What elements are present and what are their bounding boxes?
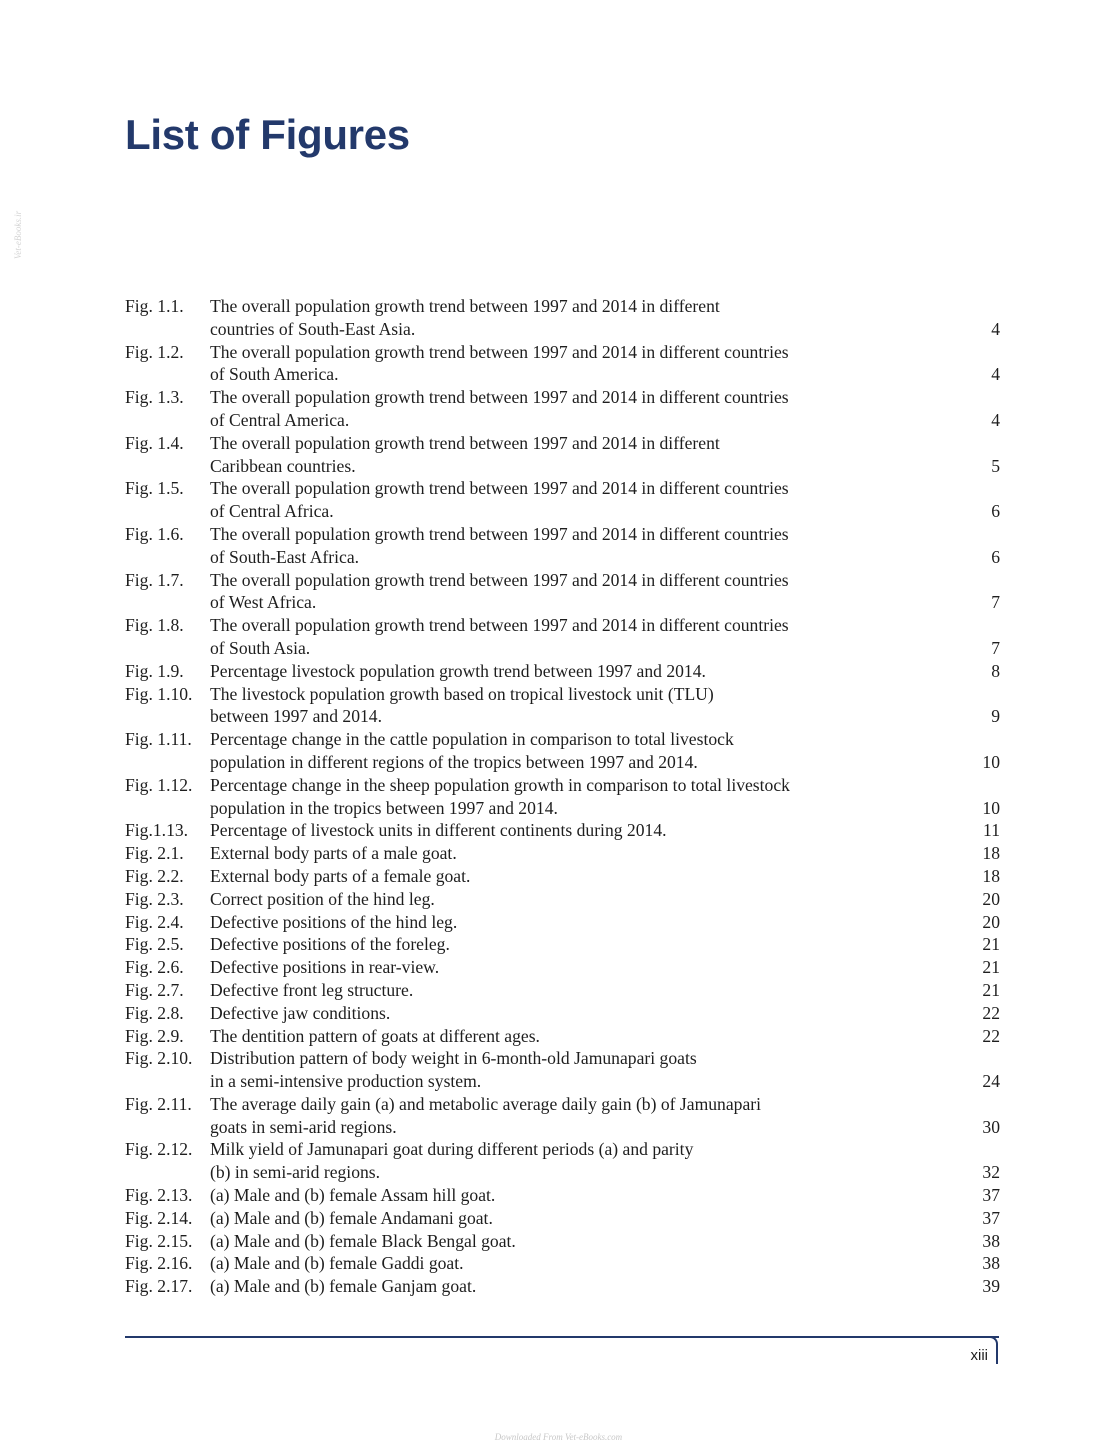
- figure-caption-line: of West Africa.: [210, 592, 317, 613]
- figure-caption-line: of South America.: [210, 364, 339, 385]
- figure-number: Fig. 1.2.: [125, 341, 184, 362]
- figure-caption-line: The overall population growth trend between 1997 and 2014 in different countries: [210, 523, 789, 544]
- figure-entry: [125, 842, 1000, 865]
- figure-caption-line: Correct position of the hind leg.: [210, 888, 435, 909]
- figure-caption-line: Defective front leg structure.: [210, 979, 414, 1000]
- figure-caption-line: The overall population growth trend between 1997 and 2014 in different countries: [210, 569, 789, 590]
- figure-caption: [210, 888, 900, 911]
- figure-page-number: 37: [982, 1207, 1000, 1228]
- figure-caption-line: of Central Africa.: [210, 501, 334, 522]
- figure-caption-line: Distribution pattern of body weight in 6-month-old Jamunapari goats: [210, 1048, 697, 1069]
- figure-caption-line: The overall population growth trend between 1997 and 2014 in different: [210, 432, 720, 453]
- figure-caption-line: (a) Male and (b) female Assam hill goat.: [210, 1185, 496, 1206]
- figure-number: Fig. 2.7.: [125, 979, 184, 1000]
- figure-caption-line: (a) Male and (b) female Black Bengal goat.: [210, 1230, 516, 1251]
- figure-caption: [210, 1275, 900, 1298]
- figure-caption-line: The livestock population growth based on tropical livestock unit (TLU): [210, 683, 714, 704]
- figure-caption-line: The dentition pattern of goats at different ages.: [210, 1025, 540, 1046]
- figure-caption: [210, 911, 900, 934]
- figure-number: Fig. 2.5.: [125, 934, 184, 955]
- figure-number: Fig. 2.11.: [125, 1093, 192, 1114]
- figure-entry: [125, 1207, 1000, 1230]
- figure-page-number: 6: [991, 501, 1000, 522]
- figure-caption: [210, 1047, 900, 1093]
- figure-caption: [210, 1230, 900, 1253]
- figure-caption-line: population in different regions of the tropics between 1997 and 2014.: [210, 751, 698, 772]
- figure-caption: [210, 432, 900, 478]
- figure-entry: [125, 477, 1000, 523]
- figure-page-number: 30: [982, 1116, 1000, 1137]
- figure-page-number: 21: [982, 979, 1000, 1000]
- figure-caption-line: Milk yield of Jamunapari goat during different periods (a) and parity: [210, 1139, 694, 1160]
- figure-caption-line: Percentage of livestock units in different continents during 2014.: [210, 820, 667, 841]
- figure-entry: [125, 569, 1000, 615]
- figure-entry: [125, 614, 1000, 660]
- figure-caption-line: Defective positions of the hind leg.: [210, 911, 458, 932]
- figure-caption-line: Defective positions in rear-view.: [210, 957, 440, 978]
- figure-caption: [210, 956, 900, 979]
- figure-number: Fig. 1.6.: [125, 523, 184, 544]
- figure-caption-line: of South-East Africa.: [210, 546, 360, 567]
- figure-number: Fig. 2.15.: [125, 1230, 193, 1251]
- figure-caption: [210, 523, 900, 569]
- figure-caption-line: Caribbean countries.: [210, 455, 356, 476]
- page-number: xiii: [970, 1347, 988, 1364]
- figure-caption-line: Percentage change in the sheep population growth in comparison to total livestock: [210, 774, 790, 795]
- figure-page-number: 20: [982, 888, 1000, 909]
- figure-page-number: 22: [982, 1025, 1000, 1046]
- figure-caption: [210, 1184, 900, 1207]
- figure-page-number: 39: [982, 1276, 1000, 1297]
- figure-number: Fig. 1.10.: [125, 683, 193, 704]
- figure-caption-line: The overall population growth trend between 1997 and 2014 in different countries: [210, 615, 789, 636]
- figure-number: Fig. 2.13.: [125, 1185, 193, 1206]
- figure-page-number: 20: [982, 911, 1000, 932]
- figure-entry: [125, 386, 1000, 432]
- figure-page-number: 11: [983, 820, 1000, 841]
- figure-entry: [125, 888, 1000, 911]
- figure-caption-line: External body parts of a female goat.: [210, 865, 471, 886]
- figure-page-number: 8: [991, 660, 1000, 681]
- figure-caption-line: Percentage livestock population growth trend between 1997 and 2014.: [210, 660, 706, 681]
- figure-caption-line: Defective jaw conditions.: [210, 1002, 391, 1023]
- figure-page-number: 37: [982, 1185, 1000, 1206]
- bottom-watermark: Downloaded From Vet-eBooks.com: [494, 1432, 623, 1442]
- figure-caption: [210, 865, 900, 888]
- figure-page-number: 4: [991, 409, 1000, 430]
- figure-page-number: 18: [982, 843, 1000, 864]
- figure-number: Fig. 2.8.: [125, 1002, 184, 1023]
- figure-caption: [210, 614, 900, 660]
- figure-number: Fig. 2.12.: [125, 1139, 193, 1160]
- figure-page-number: 9: [991, 706, 1000, 727]
- figure-caption: [210, 569, 900, 615]
- figure-number: Fig. 2.1.: [125, 843, 184, 864]
- figure-caption: [210, 1138, 900, 1184]
- figure-caption: [210, 1093, 900, 1139]
- figure-caption-line: The overall population growth trend between 1997 and 2014 in different countries: [210, 478, 789, 499]
- figure-caption: [210, 477, 900, 523]
- figure-caption: [210, 842, 900, 865]
- figure-caption-line: countries of South-East Asia.: [210, 318, 416, 339]
- figure-caption-line: Defective positions of the foreleg.: [210, 934, 450, 955]
- figure-number: Fig. 1.7.: [125, 569, 184, 590]
- footer-rule: [125, 1336, 999, 1338]
- figure-caption: [210, 819, 900, 842]
- figure-entry: [125, 933, 1000, 956]
- figure-entry: [125, 683, 1000, 729]
- figure-caption: [210, 774, 900, 820]
- figure-number: Fig. 2.17.: [125, 1276, 193, 1297]
- figure-entry: [125, 1093, 1000, 1139]
- figure-number: Fig. 1.5.: [125, 478, 184, 499]
- figure-entry: [125, 979, 1000, 1002]
- figure-caption-line: between 1997 and 2014.: [210, 706, 382, 727]
- figure-page-number: 32: [982, 1162, 1000, 1183]
- figure-caption-line: (a) Male and (b) female Ganjam goat.: [210, 1276, 477, 1297]
- figure-number: Fig. 1.9.: [125, 660, 184, 681]
- figure-caption: [210, 1002, 900, 1025]
- figure-list: [125, 295, 1000, 1298]
- figure-page-number: 10: [982, 751, 1000, 772]
- figure-number: Fig. 1.1.: [125, 296, 184, 316]
- figure-number: Fig. 2.3.: [125, 888, 184, 909]
- figure-caption-line: The average daily gain (a) and metabolic average daily gain (b) of Jamunapari: [210, 1093, 762, 1114]
- figure-number: Fig. 2.16.: [125, 1253, 193, 1274]
- figure-caption-line: The overall population growth trend between 1997 and 2014 in different countries: [210, 341, 789, 362]
- figure-caption: [210, 1025, 900, 1048]
- figure-page-number: 38: [982, 1253, 1000, 1274]
- side-watermark: Vet-eBooks.ir: [13, 210, 24, 260]
- figure-number: Fig. 2.10.: [125, 1048, 193, 1069]
- figure-caption-line: of South Asia.: [210, 637, 311, 658]
- figure-number: Fig. 2.6.: [125, 957, 184, 978]
- figure-caption-line: of Central America.: [210, 409, 350, 430]
- page-title: List of Figures: [125, 111, 410, 158]
- figure-entry: [125, 956, 1000, 979]
- figure-caption-line: population in the tropics between 1997 and 2014.: [210, 797, 558, 818]
- figure-caption: [210, 341, 900, 387]
- figure-number: Fig.1.13.: [125, 820, 189, 841]
- figure-entry: [125, 523, 1000, 569]
- figure-caption-line: goats in semi-arid regions.: [210, 1116, 397, 1137]
- figure-entry: [125, 432, 1000, 478]
- figure-page-number: 7: [991, 637, 1000, 658]
- figure-page-number: 4: [991, 318, 1000, 339]
- figure-number: Fig. 1.11.: [125, 729, 192, 750]
- figure-entry: [125, 1047, 1000, 1093]
- figure-entry: [125, 911, 1000, 934]
- figure-number: Fig. 2.2.: [125, 865, 184, 886]
- figure-caption-line: Percentage change in the cattle population in comparison to total livestock: [210, 729, 734, 750]
- figure-page-number: 5: [991, 455, 1000, 476]
- figure-page-number: 21: [982, 957, 1000, 978]
- figure-entry: [125, 774, 1000, 820]
- figure-entry: [125, 1252, 1000, 1275]
- figure-caption-line: The overall population growth trend between 1997 and 2014 in different: [210, 296, 720, 316]
- figure-page-number: 22: [982, 1002, 1000, 1023]
- figure-caption: [210, 683, 900, 729]
- figure-entry: [125, 295, 1000, 341]
- figure-caption: [210, 728, 900, 774]
- figure-entry: [125, 1230, 1000, 1253]
- figure-number: Fig. 1.12.: [125, 774, 193, 795]
- figure-caption-line: External body parts of a male goat.: [210, 843, 457, 864]
- figure-number: Fig. 2.9.: [125, 1025, 184, 1046]
- figure-caption-line: (b) in semi-arid regions.: [210, 1162, 381, 1183]
- figure-entry: [125, 1184, 1000, 1207]
- figure-caption-line: (a) Male and (b) female Gaddi goat.: [210, 1253, 464, 1274]
- figure-entry: [125, 865, 1000, 888]
- figure-page-number: 7: [991, 592, 1000, 613]
- figure-entry: [125, 1002, 1000, 1025]
- figure-page-number: 24: [982, 1071, 1000, 1092]
- figure-number: Fig. 1.4.: [125, 432, 184, 453]
- figure-caption: [210, 1207, 900, 1230]
- figure-page-number: 6: [991, 546, 1000, 567]
- figure-caption: [210, 660, 900, 683]
- figure-page-number: 4: [991, 364, 1000, 385]
- figure-number: Fig. 2.4.: [125, 911, 184, 932]
- figure-number: Fig. 2.14.: [125, 1207, 193, 1228]
- figure-caption: [210, 933, 900, 956]
- figure-caption: [210, 386, 900, 432]
- figure-caption: [210, 979, 900, 1002]
- figure-entry: [125, 1138, 1000, 1184]
- figure-caption-line: (a) Male and (b) female Andamani goat.: [210, 1207, 493, 1228]
- figure-entry: [125, 1275, 1000, 1298]
- figure-caption: [210, 295, 900, 341]
- figure-entry: [125, 341, 1000, 387]
- figure-entry: [125, 1025, 1000, 1048]
- figure-entry: [125, 660, 1000, 683]
- figure-page-number: 21: [982, 934, 1000, 955]
- figure-number: Fig. 1.8.: [125, 615, 184, 636]
- figure-entry: [125, 819, 1000, 842]
- figure-number: Fig. 1.3.: [125, 387, 184, 408]
- figure-page-number: 18: [982, 865, 1000, 886]
- figure-entry: [125, 728, 1000, 774]
- figure-page-number: 38: [982, 1230, 1000, 1251]
- figure-caption: [210, 1252, 900, 1275]
- figure-caption-line: in a semi-intensive production system.: [210, 1071, 482, 1092]
- figure-page-number: 10: [982, 797, 1000, 818]
- figure-caption-line: The overall population growth trend between 1997 and 2014 in different countries: [210, 387, 789, 408]
